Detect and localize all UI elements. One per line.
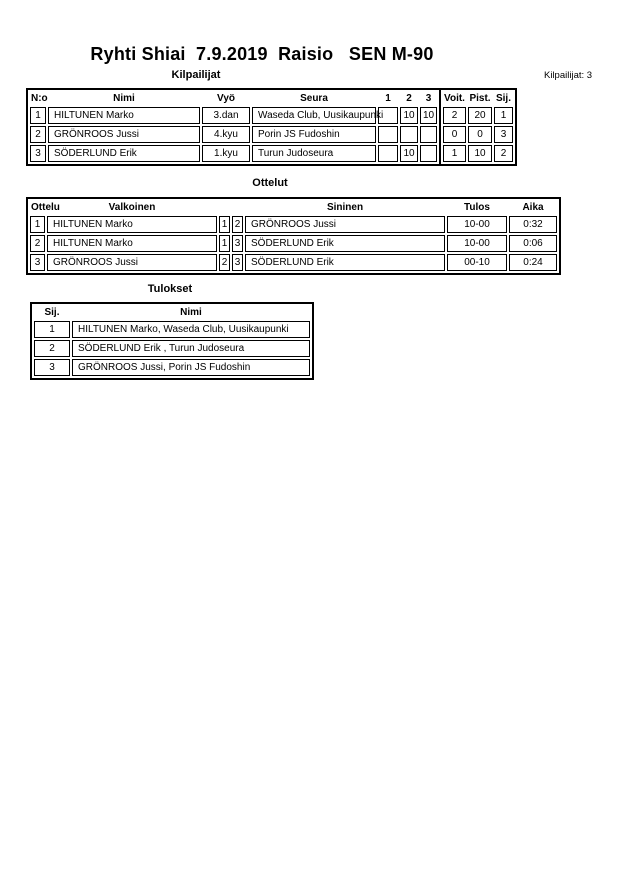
cell-white-number: 1 — [219, 235, 230, 252]
col-header-tulos: Tulos — [464, 202, 490, 213]
result-row — [34, 359, 310, 376]
competitors-table-left — [28, 90, 439, 164]
result-row — [34, 321, 310, 338]
cell-voit: 1 — [443, 145, 466, 162]
cell-match2: 10 — [400, 145, 418, 162]
competitors-header-row — [30, 92, 437, 105]
cell-match2 — [400, 126, 418, 143]
cell-aika: 0:24 — [509, 254, 557, 271]
col-header-match2: 2 — [406, 93, 412, 104]
col-header-sij: Sij. — [44, 307, 60, 318]
match-row — [30, 235, 557, 252]
cell-pist: 20 — [468, 107, 492, 124]
cell-tulos: 00-10 — [447, 254, 507, 271]
cell-match-no: 2 — [30, 235, 45, 252]
col-header-voit: Voit. — [444, 93, 465, 104]
cell-vyo: 3.dan — [202, 107, 250, 124]
cell-match2: 10 — [400, 107, 418, 124]
empty-header-cell — [219, 201, 230, 214]
competitor-result-row — [443, 126, 513, 143]
col-header-nimi: Nimi — [113, 93, 135, 104]
cell-nimi: HILTUNEN Marko — [48, 107, 200, 124]
cell-nimi: GRÖNROOS Jussi — [48, 126, 200, 143]
final-results-header-row — [34, 306, 310, 319]
match-row — [30, 216, 557, 233]
col-header-valkoinen: Valkoinen — [108, 202, 156, 213]
cell-no: 1 — [30, 107, 46, 124]
cell-tulos: 10-00 — [447, 235, 507, 252]
cell-white-number: 1 — [219, 216, 230, 233]
cell-white-name: GRÖNROOS Jussi — [47, 254, 217, 271]
cell-placement: 1 — [34, 321, 70, 338]
col-header-pist: Pist. — [469, 93, 491, 104]
competitor-result-row — [443, 107, 513, 124]
col-header-seura: Seura — [300, 93, 328, 104]
competitor-row — [30, 107, 437, 124]
cell-match3 — [420, 126, 437, 143]
cell-no: 2 — [30, 126, 46, 143]
cell-blue-number: 3 — [232, 235, 243, 252]
col-header-no: N:o — [31, 93, 48, 104]
cell-blue-name: SÖDERLUND Erik — [245, 254, 445, 271]
cell-vyo: 1.kyu — [202, 145, 250, 162]
cell-competitor: SÖDERLUND Erik , Turun Judoseura — [72, 340, 310, 357]
section-title-tulokset: Tulokset — [147, 283, 193, 295]
result-row — [34, 340, 310, 357]
col-header-sij: Sij. — [495, 93, 511, 104]
final-results-table — [30, 302, 314, 380]
cell-white-number: 2 — [219, 254, 230, 271]
competitor-result-row — [443, 145, 513, 162]
cell-sij: 3 — [494, 126, 513, 143]
cell-voit: 2 — [443, 107, 466, 124]
cell-competitor: GRÖNROOS Jussi, Porin JS Fudoshin — [72, 359, 310, 376]
competitors-table-results — [439, 90, 515, 164]
cell-no: 3 — [30, 145, 46, 162]
cell-match-no: 1 — [30, 216, 45, 233]
cell-sij: 1 — [494, 107, 513, 124]
col-header-ottelu: Ottelu — [31, 202, 60, 213]
cell-white-name: HILTUNEN Marko — [47, 235, 217, 252]
col-header-nimi: Nimi — [180, 307, 202, 318]
cell-blue-number: 2 — [232, 216, 243, 233]
cell-competitor: HILTUNEN Marko, Waseda Club, Uusikaupunki — [72, 321, 310, 338]
cell-seura: Porin JS Fudoshin — [252, 126, 376, 143]
competitor-count-label: Kilpailijat: 3 — [544, 70, 593, 81]
cell-white-name: HILTUNEN Marko — [47, 216, 217, 233]
cell-match-no: 3 — [30, 254, 45, 271]
matches-table — [26, 197, 561, 275]
cell-blue-name: GRÖNROOS Jussi — [245, 216, 445, 233]
cell-vyo: 4.kyu — [202, 126, 250, 143]
competitors-results-header-row — [443, 92, 513, 105]
matches-header-row — [30, 201, 557, 214]
cell-match3 — [420, 145, 437, 162]
cell-seura: Waseda Club, Uusikaupunki — [252, 107, 376, 124]
col-header-sininen: Sininen — [326, 202, 364, 213]
page-title: Ryhti Shiai 7.9.2019 Raisio SEN M-90 — [90, 44, 434, 64]
section-title-ottelut: Ottelut — [252, 177, 288, 189]
cell-voit: 0 — [443, 126, 466, 143]
col-header-match3: 3 — [425, 93, 432, 104]
cell-blue-name: SÖDERLUND Erik — [245, 235, 445, 252]
cell-tulos: 10-00 — [447, 216, 507, 233]
cell-match3: 10 — [420, 107, 437, 124]
section-title-kilpailijat: Kilpailijat — [171, 69, 221, 81]
cell-aika: 0:06 — [509, 235, 557, 252]
cell-aika: 0:32 — [509, 216, 557, 233]
cell-nimi: SÖDERLUND Erik — [48, 145, 200, 162]
cell-seura: Turun Judoseura — [252, 145, 376, 162]
match-row — [30, 254, 557, 271]
empty-header-cell — [232, 201, 243, 214]
competitor-row — [30, 145, 437, 162]
col-header-aika: Aika — [522, 202, 544, 213]
cell-blue-number: 3 — [232, 254, 243, 271]
col-header-match1: 1 — [385, 93, 391, 104]
competitor-row — [30, 126, 437, 143]
cell-match1 — [378, 145, 398, 162]
cell-pist: 10 — [468, 145, 492, 162]
competitors-table — [26, 88, 517, 166]
col-header-vyo: Vyö — [217, 93, 235, 104]
cell-placement: 2 — [34, 340, 70, 357]
cell-pist: 0 — [468, 126, 492, 143]
cell-match1 — [378, 126, 398, 143]
cell-placement: 3 — [34, 359, 70, 376]
cell-sij: 2 — [494, 145, 513, 162]
